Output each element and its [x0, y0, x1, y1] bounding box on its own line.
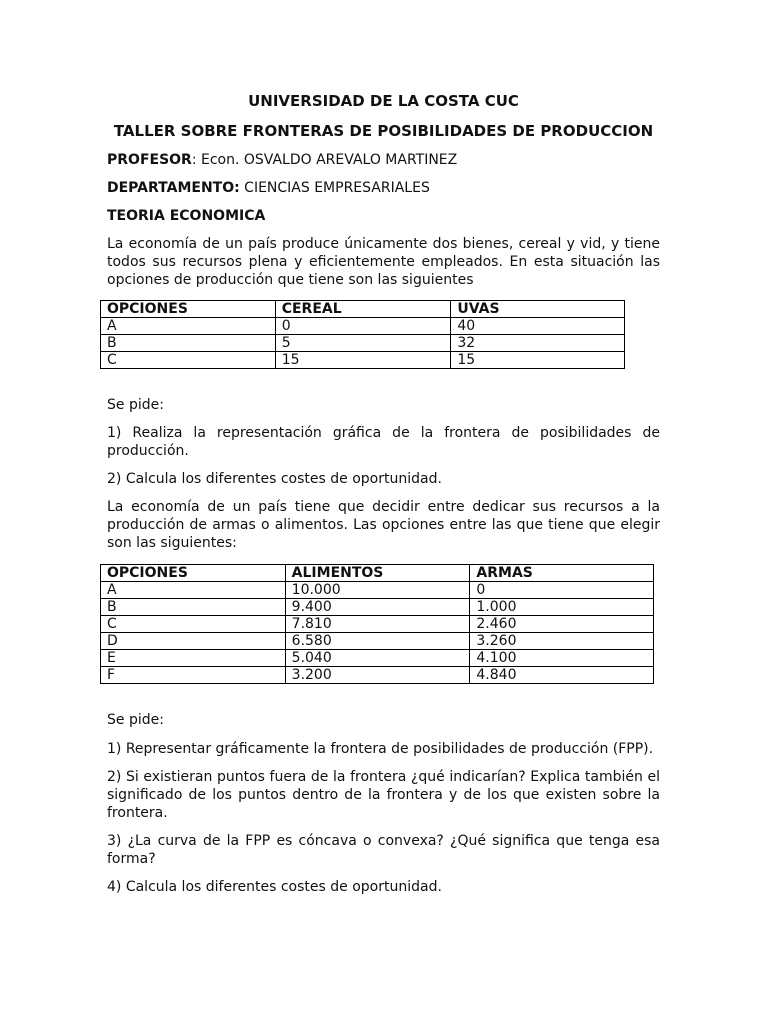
- exercise1-q1: 1) Realiza la representación gráfica de la frontera de posibilidades de producción.: [107, 425, 660, 459]
- table-cell: 0: [275, 318, 451, 335]
- table-cell: 5.040: [285, 650, 470, 667]
- table-cell: C: [101, 352, 276, 369]
- table-cell: 4.100: [470, 650, 654, 667]
- exercise2-table: [100, 564, 654, 684]
- table-cell: 7.810: [285, 616, 470, 633]
- table-header-cell: ALIMENTOS: [285, 565, 470, 582]
- table-cell: 15: [275, 352, 451, 369]
- table-cell: 40: [451, 318, 625, 335]
- professor-value: : Econ. OSVALDO AREVALO MARTINEZ: [191, 152, 458, 168]
- exercise2-ask: Se pide:: [107, 712, 164, 728]
- table-cell: A: [101, 318, 276, 335]
- exercise2-q4: 4) Calcula los diferentes costes de oportunidad.: [107, 879, 442, 895]
- table-cell: A: [101, 582, 286, 599]
- table-cell: 6.580: [285, 633, 470, 650]
- professor-label: PROFESOR: [107, 152, 192, 168]
- table-row: [101, 616, 654, 633]
- exercise1-table: [100, 300, 625, 369]
- exercise2-q3: 3) ¿La curva de la FPP es cóncava o convexa? ¿Qué significa que tenga esa forma?: [107, 833, 660, 867]
- table-header-cell: CEREAL: [275, 301, 451, 318]
- table-header-row: [101, 301, 625, 318]
- department-value: CIENCIAS EMPRESARIALES: [239, 180, 430, 196]
- table-cell: 2.460: [470, 616, 654, 633]
- table-cell: 9.400: [285, 599, 470, 616]
- table-row: [101, 352, 625, 369]
- table-cell: E: [101, 650, 286, 667]
- table-header-row: [101, 565, 654, 582]
- table-cell: 5: [275, 335, 451, 352]
- subject-heading: TEORIA ECONOMICA: [107, 208, 266, 224]
- professor-line: [107, 151, 660, 169]
- exercise1-q2: 2) Calcula los diferentes costes de oportunidad.: [107, 471, 442, 487]
- table-header-cell: ARMAS: [470, 565, 654, 582]
- workshop-title: TALLER SOBRE FRONTERAS DE POSIBILIDADES DE PRODUCCION: [113, 122, 654, 140]
- table-cell: 32: [451, 335, 625, 352]
- table-cell: 10.000: [285, 582, 470, 599]
- table-cell: 4.840: [470, 667, 654, 684]
- table-header-cell: OPCIONES: [101, 301, 276, 318]
- table-row: [101, 318, 625, 335]
- exercise2-q1: 1) Representar gráficamente la frontera de posibilidades de producción (FPP).: [107, 741, 654, 757]
- table-cell: 1.000: [470, 599, 654, 616]
- table-cell: C: [101, 616, 286, 633]
- department-line: [107, 179, 660, 197]
- table-header-cell: UVAS: [451, 301, 625, 318]
- table-cell: B: [101, 599, 286, 616]
- exercise2-q2: 2) Si existieran puntos fuera de la frontera ¿qué indicarían? Explica también el significado de los puntos dentro de la frontera y de los que existen sobre la frontera.: [107, 769, 660, 821]
- table-header-cell: OPCIONES: [101, 565, 286, 582]
- table-cell: 0: [470, 582, 654, 599]
- exercise1-ask: Se pide:: [107, 397, 164, 413]
- table-row: [101, 633, 654, 650]
- exercise2-intro: La economía de un país tiene que decidir entre dedicar sus recursos a la producción de armas o alimentos. Las opciones entre las que tiene que elegir son las siguientes:: [107, 499, 660, 551]
- exercise1-intro: La economía de un país produce únicamente dos bienes, cereal y vid, y tiene todos sus recursos plena y eficientemente empleados. En esta situación las opciones de producción que tiene son las siguientes: [107, 236, 660, 288]
- table-row: [101, 599, 654, 616]
- university-title: UNIVERSIDAD DE LA COSTA CUC: [248, 92, 519, 110]
- table-row: [101, 582, 654, 599]
- table-row: [101, 667, 654, 684]
- table-row: [101, 335, 625, 352]
- table-cell: B: [101, 335, 276, 352]
- department-label: DEPARTAMENTO:: [107, 180, 240, 196]
- table-cell: F: [101, 667, 286, 684]
- table-row: [101, 650, 654, 667]
- table-cell: 15: [451, 352, 625, 369]
- table-cell: 3.260: [470, 633, 654, 650]
- table-cell: D: [101, 633, 286, 650]
- table-cell: 3.200: [285, 667, 470, 684]
